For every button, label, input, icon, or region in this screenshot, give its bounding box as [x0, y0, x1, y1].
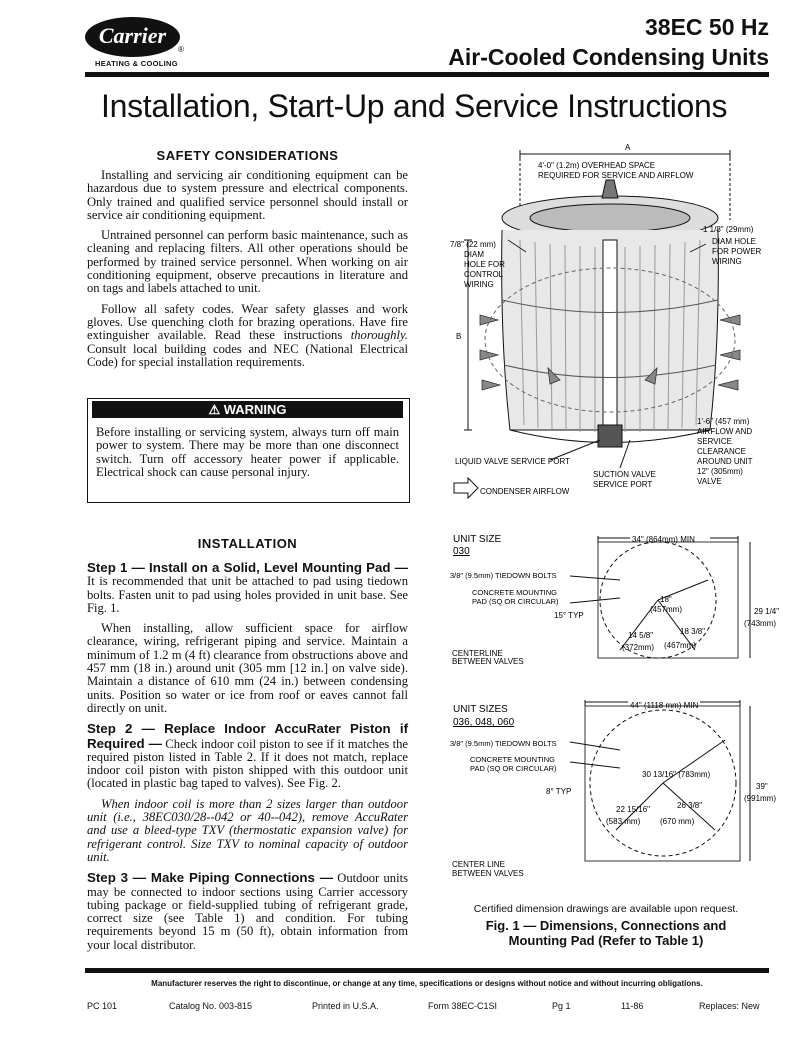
safety-p3-end: Consult local building codes and NEC (National Electrical Code) for special installation requirements. — [87, 341, 408, 369]
pad1-tiedown: 3/8" (9.5mm) TIEDOWN BOLTS — [450, 571, 557, 580]
footer-disclaimer: Manufacturer reserves the right to discontinue, or change at any time, specifications or designs without notice and without incurring obligations. — [151, 979, 703, 988]
safety-paragraph-2: Untrained personnel can perform basic maintenance, such as cleaning and replacing filters. All other operations should be performed by trained service personnel. When working on air conditioning equipment, observe precautions in literature and on tags and labels attached to unit. — [87, 228, 408, 296]
control-hole-diam: DIAM — [464, 250, 484, 259]
control-hole-control: CONTROL — [464, 270, 504, 279]
pad1-height-mm: (743mm) — [744, 619, 777, 628]
pad2-tiedown: 3/8" (9.5mm) TIEDOWN BOLTS — [450, 739, 557, 748]
step-3-heading: Step 3 — Make Piping Connections — — [87, 870, 334, 886]
caption-line-2: Mounting Pad (Refer to Table 1) — [508, 933, 704, 948]
logo-registered: ® — [178, 45, 184, 54]
pad1-pad-line-1: CONCRETE MOUNTING — [472, 588, 557, 597]
page-title: Installation, Start-Up and Service Instructions — [101, 88, 728, 124]
pad2-width: 44" (1118 mm) MIN — [630, 701, 699, 710]
step-1-paragraph-2: When installing, allow sufficient space for airflow clearance, wiring, refrigerant piping and service. Maintain a minimum of 1.2 m (4 ft) clearance from obstructions above and 457 mm (18 in.) around unit (305 mm [12 in.] on valve side). Maintain a distance of 610 mm (24 in.) between condensing units. Position so water or ice from roof or eaves cannot fall directly on unit. — [87, 621, 408, 715]
power-hole-for: FOR POWER — [712, 247, 762, 256]
warning-triangle-icon: ⚠︎ — [208, 402, 224, 417]
certified-note: Certified dimension drawings are available upon request. — [473, 903, 739, 915]
pad2-typ: 8° TYP — [546, 787, 572, 796]
power-hole-label — [703, 225, 762, 266]
safety-paragraph-3 — [87, 303, 408, 369]
footer-page: Pg 1 — [552, 1001, 571, 1011]
overhead-line-1: 4'-0" (1.2m) OVERHEAD SPACE — [538, 161, 656, 170]
step-3-text: Outdoor units may be connected to indoor sections using Carrier accessory tubing package or field-supplied tubing of refrigerant grade, correct size (see Table 1) and condition. For tubing requirements beyond 15 m (50 ft), obtain information from your local distributor. — [87, 871, 408, 952]
footer-catalog: Catalog No. 003-815 — [169, 1001, 253, 1011]
suction-valve-line-1: SUCTION VALVE — [593, 470, 656, 479]
pad1-centerline-2: BETWEEN VALVES — [452, 657, 524, 666]
step-3 — [87, 871, 408, 952]
footer-rule — [85, 968, 769, 973]
clearance-line-4: CLEARANCE — [697, 447, 746, 456]
warning-label: WARNING — [223, 402, 287, 417]
safety-section — [87, 148, 408, 376]
clearance-line-7: VALVE — [697, 477, 722, 486]
safety-heading: SAFETY CONSIDERATIONS — [156, 148, 339, 163]
header-rule — [85, 72, 769, 77]
caption-line-1: Fig. 1 — Dimensions, Connections and — [485, 918, 727, 933]
clearance-line-1: 1'-6" (457 mm) — [697, 417, 750, 426]
pad1-pad-line-2: PAD (SQ OR CIRCULAR) — [472, 597, 559, 606]
footer-date: 11-86 — [621, 1001, 644, 1011]
power-hole-diam: DIAM HOLE — [712, 237, 757, 246]
step-2 — [87, 722, 408, 790]
step-2-text: Check indoor coil piston to see if it matches the required piston listed in Table 2. If it does not match, replace indoor coil piston with piston shipped with this outdoor unit (located in plastic bag taped to valves). See Fig. 2. — [87, 736, 408, 791]
dim-a-label: A — [625, 143, 631, 152]
control-hole-label — [450, 240, 505, 289]
figure-caption — [445, 918, 767, 948]
pad2-r26-mm: (670 mm) — [660, 817, 695, 826]
footer-replaces: Replaces: New — [699, 1001, 760, 1011]
clearance-label — [697, 417, 753, 486]
suction-valve-line-2: SERVICE PORT — [593, 480, 653, 489]
pad2-size: 036, 048, 060 — [453, 717, 515, 728]
pad1-height: 29 1/4" — [754, 607, 780, 616]
installation-heading: INSTALLATION — [197, 536, 298, 551]
model-title: 38EC 50 Hz — [644, 14, 769, 40]
pad-diagram-036-048-060 — [570, 700, 750, 861]
warning-text: Before installing or servicing system, always turn off main power to system. There may be more than one disconnect switch. Turn off accessory heater power if applicable. Electrical shock can cause personal injury. — [96, 425, 399, 479]
pad2-r22-mm: (583 mm) — [606, 817, 641, 826]
pad2-centerline-2: BETWEEN VALVES — [452, 869, 524, 878]
pad2-size-label: UNIT SIZES — [453, 704, 508, 715]
pad1-r14-mm: (372mm) — [622, 643, 655, 652]
pad1-r18b: 18 3/8" — [680, 627, 706, 636]
airflow-label: CONDENSER AIRFLOW — [480, 487, 570, 496]
pad2-height: 39" — [756, 782, 768, 791]
step-1 — [87, 561, 408, 615]
step-2-heading: Step 2 — Replace Indoor AccuRater Piston if Required — — [87, 721, 408, 751]
safety-p3-emphasis: thoroughly. — [350, 328, 408, 343]
power-hole-wiring: WIRING — [712, 257, 742, 266]
safety-paragraph-1: Installing and servicing air conditioning equipment can be hazardous due to system pressure and electrical components. Only trained and qualified service personnel should install or service air conditioning equipment. — [87, 168, 408, 222]
pad1-r18b-mm: (467mm) — [664, 641, 697, 650]
clearance-line-6: 12" (305mm) — [697, 467, 743, 476]
pad2-centerline-1: CENTER LINE — [452, 860, 505, 869]
step-1-text: It is recommended that unit be attached to pad using tiedown bolts. Fasten unit to pad using holes provided in unit base. See Fig. 1. — [87, 574, 408, 615]
product-title: Air-Cooled Condensing Units — [448, 44, 769, 70]
figure-1-diagram — [420, 140, 790, 900]
control-hole-for: HOLE FOR — [464, 260, 505, 269]
pad2-pad-line-2: PAD (SQ OR CIRCULAR) — [470, 764, 557, 773]
logo-tagline: HEATING & COOLING — [95, 59, 178, 68]
pad1-centerline-1: CENTERLINE — [452, 649, 503, 658]
safety-p3-start: Follow all safety codes. Wear safety glasses and work gloves. Use quenching cloth for brazing operations. Have fire extinguisher available. Read these instructions — [87, 301, 408, 343]
pad2-r30: 30 13/16" (783mm) — [642, 770, 711, 779]
step-1-heading: Step 1 — Install on a Solid, Level Mounting Pad — — [87, 560, 408, 575]
pad1-r14: 14 5/8" — [628, 631, 654, 640]
control-hole-size: 7/8" (22 mm) — [450, 240, 496, 249]
pad1-r18: 18" — [660, 595, 672, 604]
power-hole-size: 1 1/8" (29mm) — [703, 225, 754, 234]
logo-name: Carrier — [98, 23, 167, 48]
footer-pc: PC 101 — [87, 1001, 118, 1011]
installation-section — [87, 536, 408, 959]
pad1-size: 030 — [453, 546, 470, 557]
clearance-line-2: AIRFLOW AND — [697, 427, 753, 436]
footer-printed: Printed in U.S.A. — [312, 1001, 379, 1011]
pad2-pad-line-1: CONCRETE MOUNTING — [470, 755, 555, 764]
step-2-note: When indoor coil is more than 2 sizes larger than outdoor unit (i.e., 38EC030/28--042 or 40--042), remove AccuRater and use a bleed-type TXV (thermostatic expansion valve) for refrigerant control. Size TXV to nominal capacity of outdoor unit. — [87, 796, 408, 864]
pad1-typ: 15° TYP — [554, 611, 584, 620]
liquid-valve-label: LIQUID VALVE SERVICE PORT — [455, 457, 570, 466]
control-hole-wiring: WIRING — [464, 280, 494, 289]
pad1-width: 34" (864mm) MIN — [632, 535, 695, 544]
footer-form: Form 38EC-C1SI — [428, 1001, 498, 1011]
warning-banner — [92, 401, 403, 418]
pad1-r18-mm: (457mm) — [650, 605, 683, 614]
dim-b-label: B — [456, 332, 462, 341]
overhead-line-2: REQUIRED FOR SERVICE AND AIRFLOW — [538, 171, 694, 180]
pad2-r26: 26 3/8" — [677, 801, 703, 810]
pad2-height-mm: (991mm) — [744, 794, 777, 803]
clearance-line-5: AROUND UNIT — [697, 457, 753, 466]
pad1-size-label: UNIT SIZE — [453, 534, 502, 545]
pad2-r22: 22 15/16" — [616, 805, 650, 814]
clearance-line-3: SERVICE — [697, 437, 732, 446]
